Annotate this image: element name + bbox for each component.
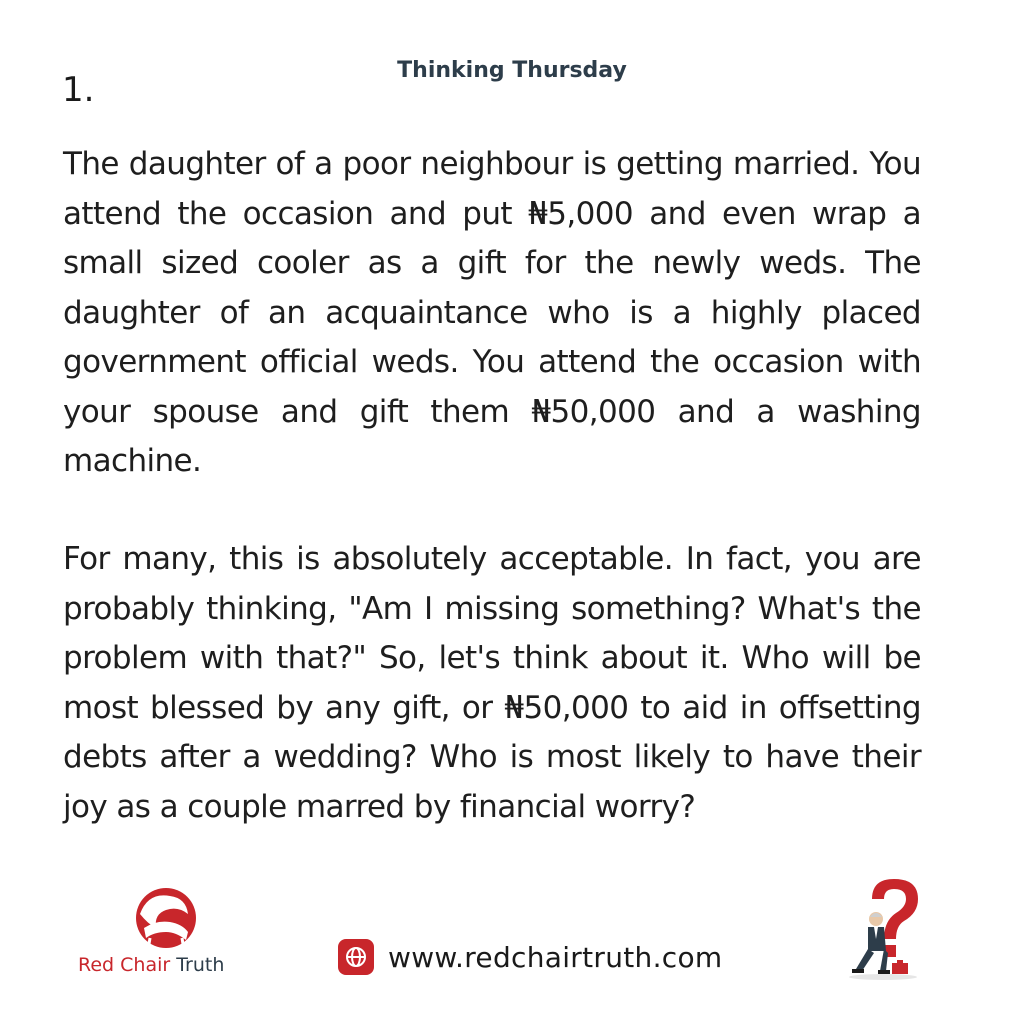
paragraph-line: machine. bbox=[63, 443, 202, 479]
paragraph-line: probably thinking, "Am I missing something? What's the bbox=[63, 590, 921, 627]
paragraph-line: small sized cooler as a gift for the newly weds. The bbox=[63, 245, 921, 281]
paragraph-line: your spouse and gift them ₦50,000 and a washing bbox=[63, 393, 921, 430]
paragraph-line: problem with that?" So, let's think about it. Who will be bbox=[63, 640, 921, 676]
paragraph-2 bbox=[63, 535, 921, 832]
logo-word-truth: Truth bbox=[176, 954, 225, 976]
globe-icon bbox=[338, 939, 374, 975]
paragraph-line: government official weds. You attend the occasion with bbox=[63, 344, 921, 380]
paragraph-line: most blessed by any gift, or ₦50,000 to aid in offsetting bbox=[63, 689, 921, 726]
paragraph-line: joy as a couple marred by financial worry? bbox=[63, 788, 696, 825]
page-title: Thinking Thursday bbox=[397, 58, 627, 83]
item-number: 1. bbox=[62, 70, 95, 110]
paragraph-line: attend the occasion and put ₦5,000 and even wrap a bbox=[63, 195, 921, 232]
website-url[interactable]: www.redchairtruth.com bbox=[388, 940, 723, 974]
red-chair-truth-logo[interactable] bbox=[74, 880, 264, 980]
website-link[interactable] bbox=[338, 937, 722, 977]
paragraph-line: For many, this is absolutely acceptable. In fact, you are bbox=[63, 541, 921, 577]
logo-text bbox=[78, 954, 224, 976]
paragraph-1 bbox=[63, 140, 921, 487]
question-mark-man-icon bbox=[838, 873, 928, 983]
paragraph-line: debts after a wedding? Who is most likely to have their bbox=[63, 739, 921, 775]
red-chair-logo-icon bbox=[126, 884, 206, 954]
logo-word-red-chair: Red Chair bbox=[78, 954, 171, 976]
paragraph-line: daughter of an acquaintance who is a highly placed bbox=[63, 294, 921, 331]
paragraph-line: The daughter of a poor neighbour is getting married. You bbox=[63, 146, 921, 182]
